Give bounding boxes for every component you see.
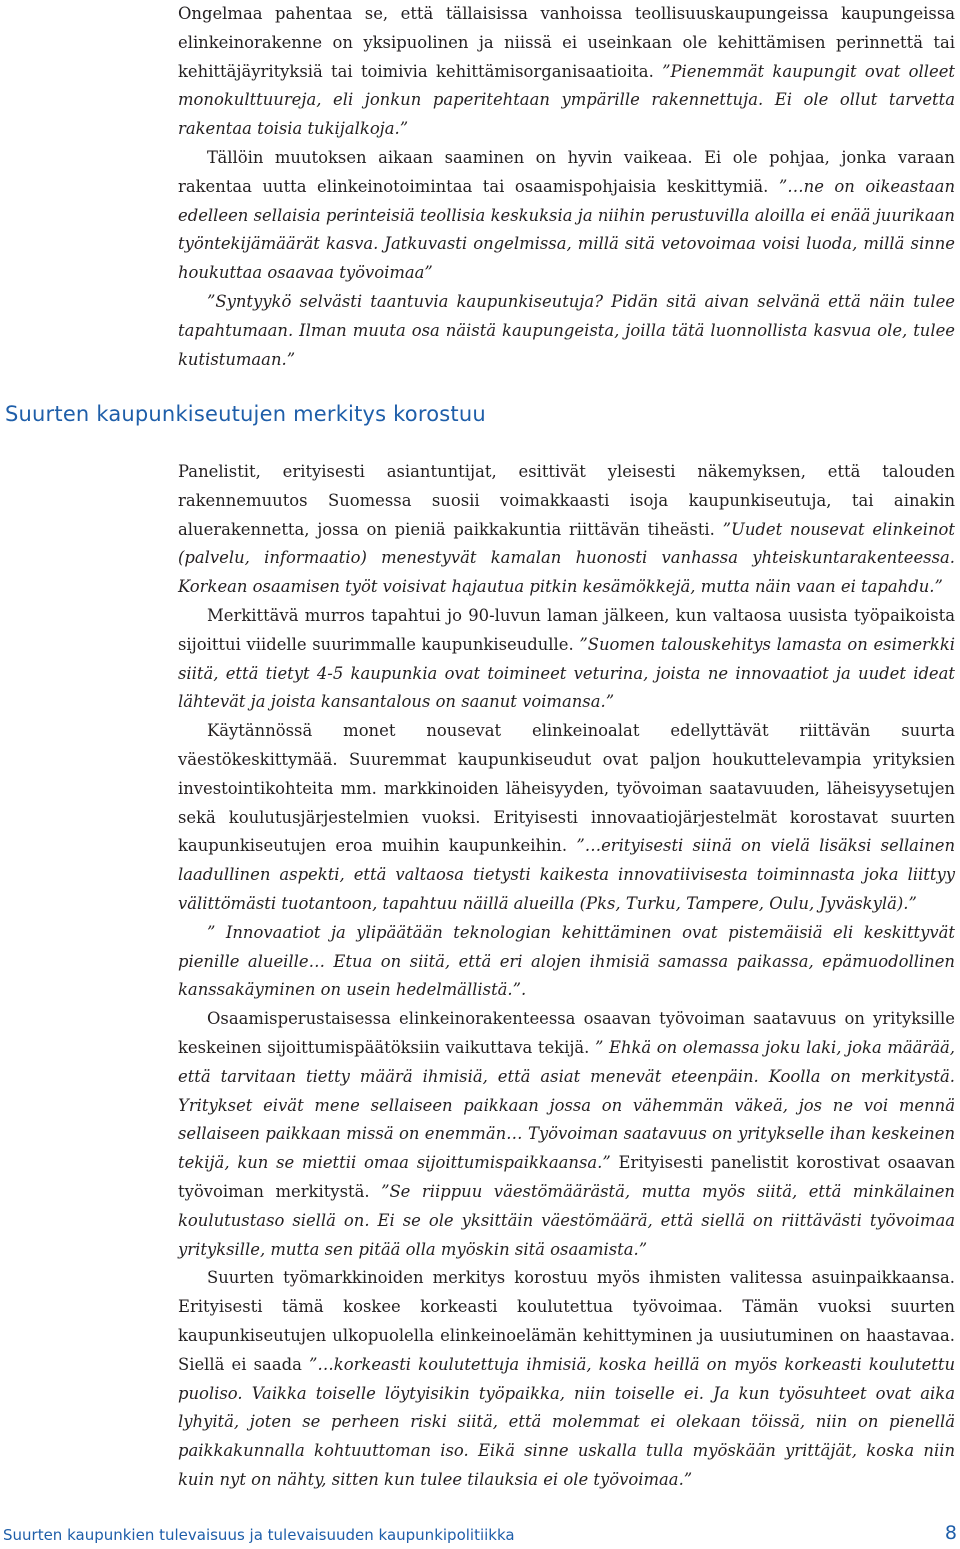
quote-text: ” Ehkä on olemassa joku laki, joka määrää, että tarvitaan tietty määrä ihmisiä, että asiat menevät eteenpäin. Koolla on merkitystä. Yritykset eivät mene sellaiseen paikkaan jossa on vähemmän väkeä, jos ne voi mennä sellaiseen paikkaan missä on enemmän… Työvoiman saatavuus on yritykselle ihan keskeinen tekijä, kun se miettii omaa sijoittumispaikkaansa.” xyxy=(178,1037,955,1173)
body-text: Suurten työmarkkinoiden merkitys korostuu myös ihmisten valitessa asuinpaikkaansa. Erityisesti tämä koskee korkeasti koulutettua työvoimaa. Tämän vuoksi suurten kaupunkiseutujen ulkopuolella elinkeinoelämän kehittyminen ja uusiutuminen on haastavaa. Siellä ei saada xyxy=(178,1268,955,1374)
quote-text: ”Syntyykö selvästi taantuvia kaupunkiseutuja? Pidän sitä aivan selvänä että näin tulee tapahtumaan. Ilman muuta osa näistä kaupungeista, joilla tätä luonnollista kasvua ole, tulee kutistumaan.” xyxy=(178,291,955,369)
body-text: Käytännössä monet nousevat elinkeinoalat edellyttävät riittävän suurta väestökeskittymää. Suuremmat kaupunkiseudut ovat paljon houkuttelevampia yrityksien investointikohteita mm. markkinoiden läheisyyden, työvoiman saatavuuden, läheisyysetujen sekä koulutusjärjestelmien vuoksi. Erityisesti innovaatiojärjestelmät korostavat suurten kaupunkiseutujen eroa muihin kaupunkeihin. xyxy=(178,721,955,856)
quote-text: ”Suomen talouskehitys lamasta on esimerkki siitä, että tietyt 4-5 kaupunkia ovat toimineet veturina, joista ne innovaatiot ja uudet ideat lähtevät ja joista kansantalous on saanut voimansa.” xyxy=(178,634,955,712)
paragraph xyxy=(178,458,955,602)
paragraph xyxy=(178,288,955,374)
quote-text: ”Uudet nousevat elinkeinot (palvelu, informaatio) menestyvät kamalan huonosti vanhassa yhteiskuntarakenteessa. Korkean osaamisen työt voisivat hajautua pitkin kesämökkejä, mutta näin vaan ei tapahdu.” xyxy=(178,519,955,597)
main-text-column xyxy=(178,458,955,1495)
body-text: Erityisesti panelistit korostivat osaavan työvoiman merkitystä. xyxy=(178,1153,955,1201)
page-footer xyxy=(0,1521,960,1549)
paragraph xyxy=(178,1005,955,1264)
quote-text: ”Pienemmät kaupungit ovat olleet monokulttuureja, eli jonkun paperitehtaan ympärille rakennettuja. Ei ole ollut tarvetta rakentaa toisia tukijalkoja.” xyxy=(178,61,955,139)
section-heading: Suurten kaupunkiseutujen merkitys korostuu xyxy=(5,402,486,426)
body-text: Merkittävä murros tapahtui jo 90-luvun laman jälkeen, kun valtaosa uusista työpaikoista sijoittui viidelle suurimmalle kaupunkiseudulle. xyxy=(178,605,955,654)
paragraph xyxy=(178,1264,955,1494)
top-text-column xyxy=(178,0,955,374)
paragraph xyxy=(178,0,955,144)
body-text: Ongelmaa pahentaa se, että tällaisissa vanhoissa teollisuuskaupungeissa kaupungeissa elinkeinorakenne on yksipuolinen ja niissä ei useinkaan ole kehittämisen perinnettä tai kehittäjäyrityksiä tai toimivia kehittämisorganisaatioita. xyxy=(178,4,955,81)
paragraph xyxy=(178,919,955,1005)
quote-text: ” Innovaatiot ja ylipäätään teknologian kehittäminen ovat pistemäisiä eli keskittyvät pienille alueille… Etua on siitä, että eri alojen ihmisiä samassa paikassa, epämuodollinen kanssakäyminen on usein hedelmällistä.”. xyxy=(178,922,955,1000)
body-text: Tällöin muutoksen aikaan saaminen on hyvin vaikeaa. Ei ole pohjaa, jonka varaan rakentaa uutta elinkeinotoimintaa tai osaamispohjaisia keskittymiä. xyxy=(178,147,955,196)
quote-text: ”…erityisesti siinä on vielä lisäksi sellainen laadullinen aspekti, että valtaosa tietysti kaikesta innovatiivisesta toiminnasta joka liittyy välittömästi tuotantoon, tapahtuu näillä alueilla (Pks, Turku, Tampere, Oulu, Jyväskylä).” xyxy=(178,836,956,913)
body-text: Panelistit, erityisesti asiantuntijat, esittivät yleisesti näkemyksen, että talouden rakennemuutos Suomessa suosii voimakkaasti isoja kaupunkiseutuja, tai ainakin aluerakennetta, jossa on pieniä paikkakuntia riittävän tiheästi. xyxy=(178,462,955,539)
footer-title: Suurten kaupunkien tulevaisuus ja tulevaisuuden kaupunkipolitiikka xyxy=(3,1526,515,1544)
page-number: 8 xyxy=(944,1522,957,1544)
body-text: Osaamisperustaisessa elinkeinorakenteessa osaavan työvoiman saatavuus on yrityksille keskeinen sijoittumispäätöksiin vaikuttava tekijä. xyxy=(178,1009,955,1057)
quote-text: ”…ne on oikeastaan edelleen sellaisia perinteisiä teollisia keskuksia ja niihin perustuvilla aloilla ei enää juurikaan työntekijämäärät kasva. Jatkuvasti ongelmissa, millä sitä vetovoimaa voisi luoda, millä sinne houkuttaa osaavaa työvoimaa” xyxy=(178,176,956,283)
paragraph xyxy=(178,717,955,919)
paragraph xyxy=(178,144,955,288)
quote-text: ”Se riippuu väestömäärästä, mutta myös siitä, että minkälainen koulutustaso siellä on. Ei se ole yksittäin väestömäärä, että siellä on riittävästi työvoimaa yrityksille, mutta sen pitää olla myöskin sitä osaamista.” xyxy=(178,1181,955,1259)
paragraph xyxy=(178,602,955,717)
quote-text: ”…korkeasti koulutettuja ihmisiä, koska heillä on myös korkeasti koulutettu puoliso. Vaikka toiselle löytyisikin työpaikka, niin toiselle ei. Ja kun työsuhteet ovat aika lyhyitä, joten se perheen riski siitä, että molemmat ei olekaan töissä, niin on pienellä paikkakunnalla kohtuuttoman iso. Eikä sinne uskalla tulla myöskään yrittäjät, koska niin kuin nyt on nähty, sitten kun tulee tilauksia ei ole työvoimaa.” xyxy=(178,1354,955,1489)
